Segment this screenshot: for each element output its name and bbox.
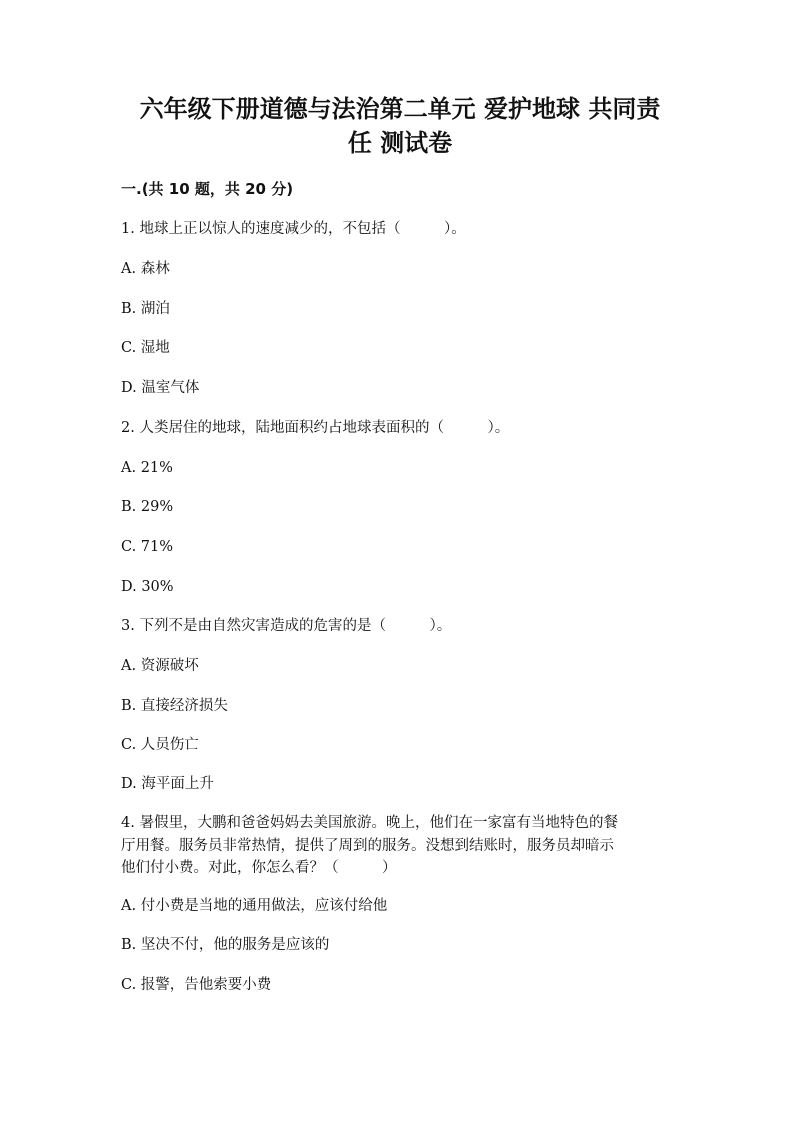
question-1-option-b: B. 湖泊 bbox=[121, 301, 170, 317]
question-4-stem-line-1: 4. 暑假里，大鹏和爸爸妈妈去美国旅游。晚上，他们在一家富有当地特色的餐 bbox=[121, 815, 618, 831]
title-line-1: 六年级下册道德与法治第二单元 爱护地球 共同责 bbox=[139, 95, 661, 123]
question-2-option-d: D. 30% bbox=[121, 579, 174, 595]
question-1-option-a: A. 森林 bbox=[121, 261, 170, 277]
question-1-stem: 1. 地球上正以惊人的速度减少的，不包括（ ）。 bbox=[121, 221, 466, 237]
question-4-stem-line-3: 他们付小费。对此，你怎么看？（ ） bbox=[121, 860, 397, 876]
question-1-option-c: C. 湿地 bbox=[121, 340, 170, 356]
question-3-stem: 3. 下列不是由自然灾害造成的危害的是（ ）。 bbox=[121, 618, 452, 634]
question-3-option-a: A. 资源破坏 bbox=[121, 658, 199, 674]
question-2-stem: 2. 人类居住的地球，陆地面积约占地球表面积的（ ）。 bbox=[121, 420, 510, 436]
title-line-2: 任 测试卷 bbox=[347, 129, 453, 157]
page-title bbox=[100, 92, 700, 160]
question-2-option-c: C. 71% bbox=[121, 539, 174, 555]
question-4-stem-line-2: 厅用餐。服务员非常热情，提供了周到的服务。没想到结账时，服务员却暗示 bbox=[121, 837, 614, 854]
question-2-option-b: B. 29% bbox=[121, 499, 174, 515]
question-3-option-d: D. 海平面上升 bbox=[121, 776, 214, 792]
question-4-option-c: C. 报警，告他索要小费 bbox=[121, 977, 272, 993]
question-3-option-b: B. 直接经济损失 bbox=[121, 698, 228, 714]
question-4-stem bbox=[121, 812, 681, 880]
question-2-option-a: A. 21% bbox=[121, 460, 173, 476]
question-3-option-c: C. 人员伤亡 bbox=[121, 737, 199, 753]
question-1-option-d: D. 温室气体 bbox=[121, 380, 200, 396]
question-4-option-b: B. 坚决不付，他的服务是应该的 bbox=[121, 937, 330, 953]
question-4-option-a: A. 付小费是当地的通用做法，应该付给他 bbox=[121, 898, 388, 914]
section-heading: 一.(共 10 题，共 20 分) bbox=[121, 180, 294, 198]
